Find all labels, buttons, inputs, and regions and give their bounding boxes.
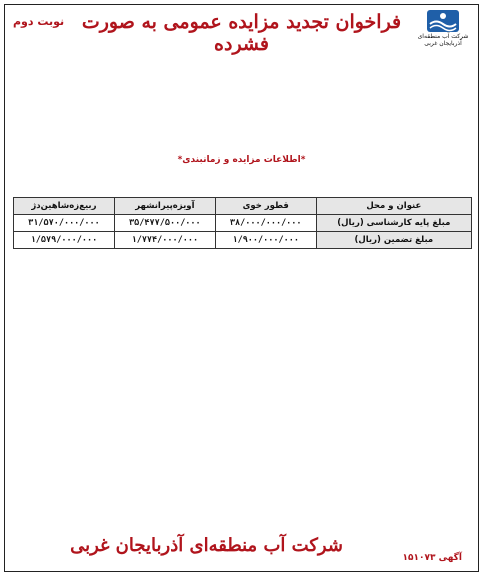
condition-item (13, 472, 470, 483)
condition-item (13, 483, 470, 494)
turn-label: نوبت دوم (13, 15, 65, 28)
company-logo (414, 9, 472, 47)
condition-item (13, 461, 470, 472)
table-cell: ۳۸/۰۰۰/۰۰۰/۰۰۰ (215, 215, 316, 232)
table-row (14, 232, 472, 249)
condition-item (13, 285, 470, 296)
condition-item (13, 318, 470, 329)
condition-item (13, 362, 470, 373)
table-row (14, 215, 472, 232)
info-heading: *اطلاعات مزایده و زمانبندی* (177, 155, 306, 165)
table-cell: ۳۱/۵۷۰/۰۰۰/۰۰۰ (14, 215, 115, 232)
table-header-row (14, 198, 472, 215)
condition-item (13, 494, 470, 505)
table-cell: ۱/۹۰۰/۰۰۰/۰۰۰ (215, 232, 316, 249)
summary-line (13, 165, 470, 176)
row-label: مبلغ پایه کارشناسی (ریال) (316, 215, 471, 232)
condition-item (13, 384, 470, 395)
table-cell: ۳۵/۴۷۷/۵۰۰/۰۰۰ (114, 215, 215, 232)
condition-item (13, 428, 470, 439)
intro-paragraph (13, 55, 470, 153)
condition-item (13, 373, 470, 384)
ad-header (5, 5, 478, 55)
table-header-cell: آویزه‌پیرانشهر (114, 198, 215, 215)
condition-item (13, 307, 470, 318)
summary-line (13, 176, 470, 187)
condition-item (13, 351, 470, 362)
table-cell: ۱/۵۷۹/۰۰۰/۰۰۰ (14, 232, 115, 249)
ad-footer (13, 535, 470, 567)
logo-caption: شرکت آب منطقه‌ای آذربایجان غربی (417, 33, 469, 47)
condition-item (13, 439, 470, 450)
water-drop-logo-icon (426, 9, 460, 33)
condition-item (13, 450, 470, 461)
table-header-cell: ربیع‌زه‌شاهین‌دژ (14, 198, 115, 215)
ad-number: آگهی ۱۵۱۰۷۳ (402, 553, 462, 563)
row-label: مبلغ تضمین (ریال) (316, 232, 471, 249)
summary-lines (13, 165, 470, 187)
condition-item (13, 329, 470, 340)
condition-item (13, 274, 470, 285)
condition-item (13, 340, 470, 351)
conditions-list (13, 263, 470, 516)
newspaper-ad (4, 4, 479, 572)
table-header-cell: عنوان و محل (316, 198, 471, 215)
condition-item (13, 296, 470, 307)
table-header-cell: قطور خوی (215, 198, 316, 215)
footer-company-name: شرکت آب منطقه‌ای آذربایجان غربی (70, 535, 343, 556)
condition-item (13, 417, 470, 428)
table-cell: ۱/۷۷۴/۰۰۰/۰۰۰ (114, 232, 215, 249)
condition-item (13, 395, 470, 406)
ad-title: فراخوان تجدید مزایده عمومی به صورت فشرده (81, 11, 402, 55)
condition-item (13, 505, 470, 516)
condition-item (13, 263, 470, 274)
bid-table (13, 197, 472, 249)
condition-item (13, 406, 470, 417)
